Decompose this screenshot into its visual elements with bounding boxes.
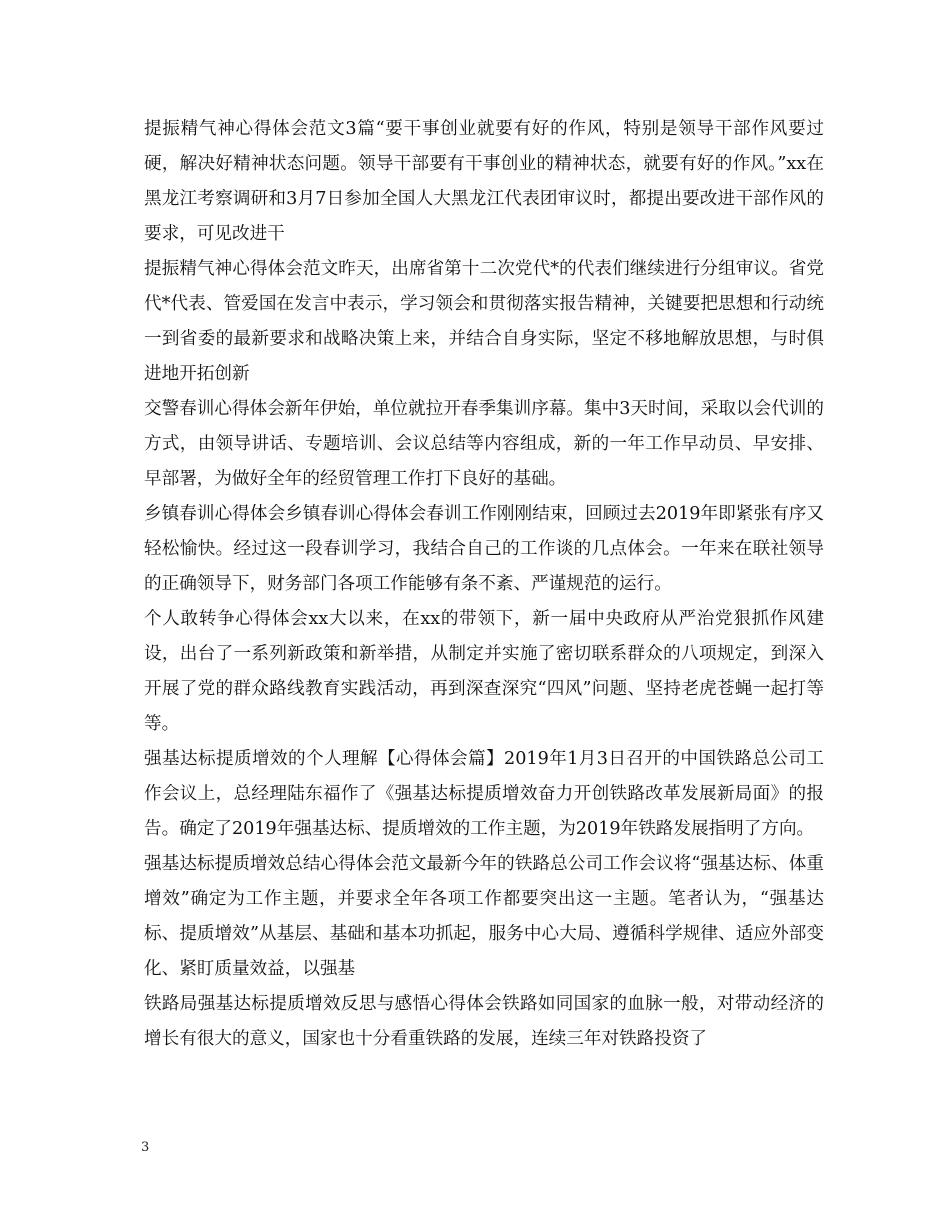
paragraph-1: 提振精气神心得体会范文3篇“要干事创业就要有好的作风，特别是领导干部作风要过硬，解决好精神状态问题。领导干部要有干事创业的精神状态，就要有好的作风。”xx在黑龙江考察调研和3月7日参加全国人大黑龙江代表团审议时，都提出要改进干部作风的要求，可见改进干: [144, 119, 824, 244]
page-number: 3: [141, 1140, 150, 1155]
body-text: [144, 112, 824, 1057]
paragraph-4: 乡镇春训心得体会乡镇春训心得体会春训工作刚刚结束，回顾过去2019年即紧张有序又轻松愉快。经过这一段春训学习，我结合自己的工作谈的几点体会。一年来在联社领导的正确领导下，财务部门各项工作能够有条不紊、严谨规范的运行。: [144, 504, 824, 594]
paragraph-2: 提振精气神心得体会范文昨天，出席省第十二次党代*的代表们继续进行分组审议。省党代*代表、管爱国在发言中表示，学习领会和贯彻落实报告精神，关键要把思想和行动统一到省委的最新要求和战略决策上来，并结合自身实际，坚定不移地解放思想，与时俱进地开拓创新: [144, 259, 824, 384]
paragraph-8: 铁路局强基达标提质增效反思与感悟心得体会铁路如同国家的血脉一般，对带动经济的增长有很大的意义，国家也十分看重铁路的发展，连续三年对铁路投资了: [144, 994, 824, 1049]
paragraph-3: 交警春训心得体会新年伊始，单位就拉开春季集训序幕。集中3天时间，采取以会代训的方式，由领导讲话、专题培训、会议总结等内容组成，新的一年工作早动员、早安排、早部署，为做好全年的经贸管理工作打下良好的基础。: [144, 399, 824, 489]
paragraph-6: 强基达标提质增效的个人理解【心得体会篇】2019年1月3日召开的中国铁路总公司工作会议上，总经理陆东福作了《强基达标提质增效奋力开创铁路改革发展新局面》的报告。确定了2019年强基达标、提质增效的工作主题，为2019年铁路发展指明了方向。: [144, 749, 824, 839]
paragraph-5: 个人敢转争心得体会xx大以来，在xx的带领下，新一届中央政府从严治党狠抓作风建设，出台了一系列新政策和新举措，从制定并实施了密切联系群众的八项规定，到深入开展了党的群众路线教育实践活动，再到深查深究“四风”问题、坚持老虎苍蝇一起打等等。: [144, 609, 824, 734]
paragraph-7: 强基达标提质增效总结心得体会范文最新今年的铁路总公司工作会议将“强基达标、体重增效”确定为工作主题，并要求全年各项工作都要突出这一主题。笔者认为，“强基达标、提质增效”从基层、基础和基本功抓起，服务中心大局、遵循科学规律、适应外部变化、紧盯质量效益，以强基: [144, 854, 824, 979]
